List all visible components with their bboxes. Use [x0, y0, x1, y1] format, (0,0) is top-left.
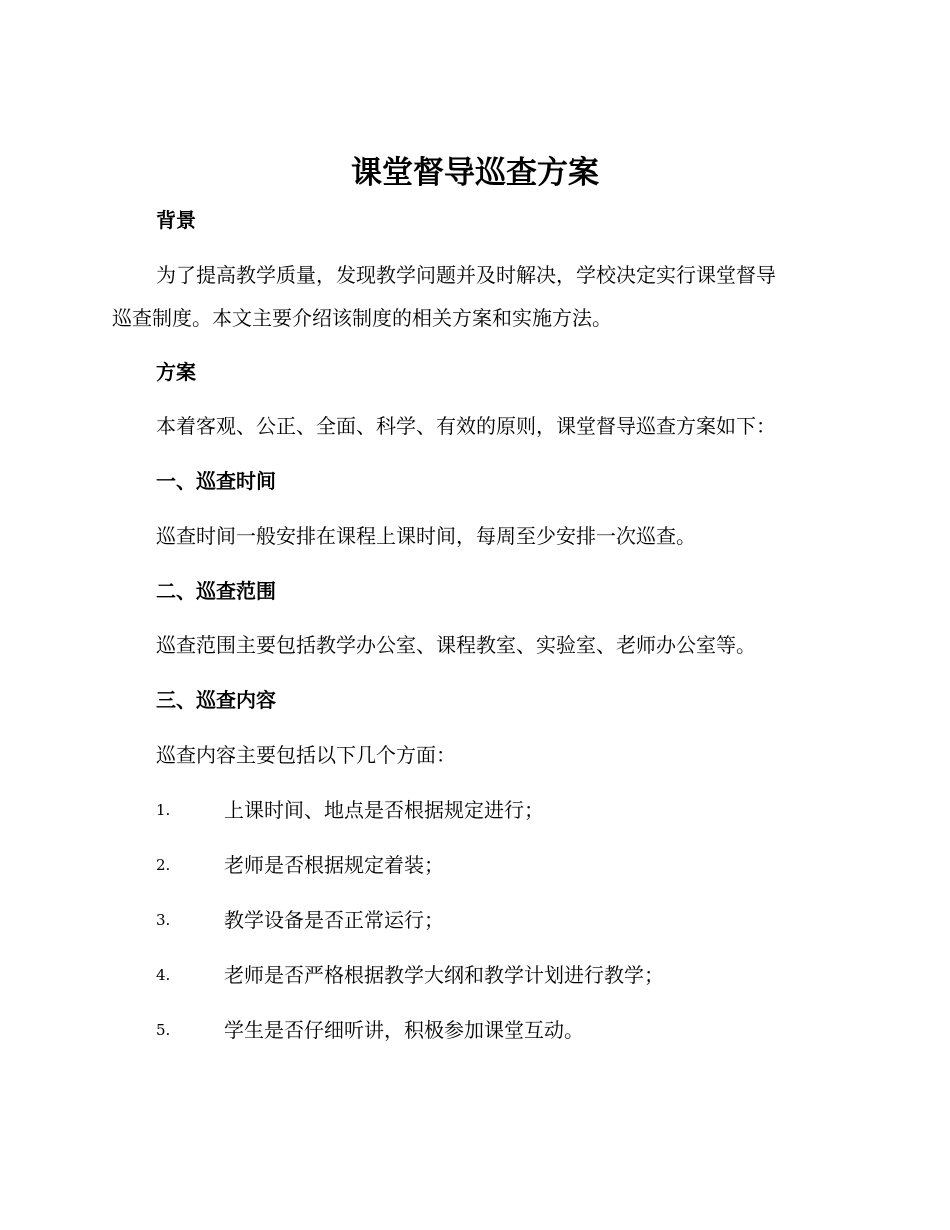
background-heading: 背景	[156, 208, 196, 232]
list-item-number: 1.	[156, 801, 171, 819]
list-item-number: 5.	[156, 1021, 171, 1039]
plan-heading: 方案	[156, 360, 196, 384]
list-item-text: 老师是否严格根据教学大纲和教学计划进行教学；	[224, 963, 664, 987]
plan-paragraph: 本着客观、公正、全面、科学、有效的原则，课堂督导巡查方案如下：	[156, 414, 776, 438]
list-item-text: 教学设备是否正常运行；	[224, 908, 444, 932]
section-heading-scope: 二、巡查范围	[156, 579, 276, 603]
list-item-number: 2.	[156, 856, 171, 874]
section-text-time: 巡查时间一般安排在课程上课时间，每周至少安排一次巡查。	[156, 524, 696, 548]
list-item-text: 老师是否根据规定着装；	[224, 853, 444, 877]
section-heading-time: 一、巡查时间	[156, 469, 276, 493]
list-item-text: 学生是否仔细听讲，积极参加课堂互动。	[224, 1018, 584, 1042]
list-item-number: 3.	[156, 911, 171, 929]
section-heading-content: 三、巡查内容	[156, 688, 276, 712]
document-title: 课堂督导巡查方案	[351, 155, 599, 191]
background-paragraph-line-1: 为了提高教学质量，发现教学问题并及时解决，学校决定实行课堂督导	[156, 263, 776, 287]
background-paragraph-line-2: 巡查制度。本文主要介绍该制度的相关方案和实施方法。	[112, 306, 612, 330]
section-text-scope: 巡查范围主要包括教学办公室、课程教室、实验室、老师办公室等。	[156, 633, 756, 657]
list-item-text: 上课时间、地点是否根据规定进行；	[224, 798, 544, 822]
section-text-content: 巡查内容主要包括以下几个方面：	[156, 743, 456, 767]
list-item-number: 4.	[156, 966, 171, 984]
